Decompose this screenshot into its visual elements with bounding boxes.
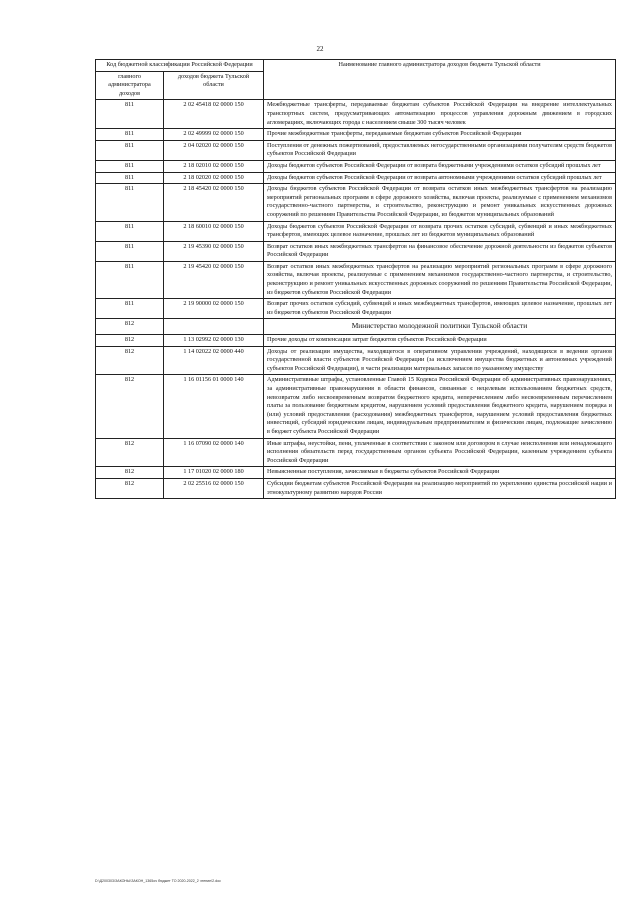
kbk-code-cell: 2 02 45418 02 0000 150 (164, 100, 264, 129)
kbk-code-cell: 2 19 90000 02 0000 150 (164, 299, 264, 319)
table-row (96, 221, 616, 241)
table-row (96, 335, 616, 347)
kbk-code-cell: 2 19 45420 02 0000 150 (164, 261, 264, 298)
table-row (96, 140, 616, 160)
admin-code-cell: 811 (96, 160, 164, 172)
kbk-header: Код бюджетной классификации Российской Федерации (96, 60, 264, 72)
table-row (96, 100, 616, 129)
revenue-name-cell: Министерство молодежной политики Тульской области (264, 319, 616, 335)
kbk-code-cell: 2 19 45390 02 0000 150 (164, 241, 264, 261)
revenue-name-cell: Доходы от реализации имущества, находящегося в оперативном управлении учреждений, находящихся в ведении органов государственной власти субъектов Российской Федерации (за исключением имущества бюджетных и автономных учреждений субъектов Российской Федерации), в части реализации материальных запасов по указанному имуществу (264, 346, 616, 375)
table-row (96, 478, 616, 498)
kbk-code-cell: 2 18 45420 02 0000 150 (164, 184, 264, 221)
name-header: Наименование главного администратора доходов бюджета Тульской области (264, 60, 616, 100)
table-row (96, 160, 616, 172)
kbk-code-cell: 1 17 01020 02 0000 180 (164, 467, 264, 479)
kbk-code-cell (164, 319, 264, 335)
table-row (96, 467, 616, 479)
kbk-code-cell: 2 02 49999 02 0000 150 (164, 129, 264, 141)
revenue-name-cell: Доходы бюджетов субъектов Российской Федерации от возврата автономными учреждениями остатков субсидий прошлых лет (264, 172, 616, 184)
table-row (96, 172, 616, 184)
kbk-code-cell: 2 18 60010 02 0000 150 (164, 221, 264, 241)
table-row (96, 129, 616, 141)
admin-code-cell: 811 (96, 241, 164, 261)
admin-code-cell: 811 (96, 100, 164, 129)
file-path-footer: D:\Д200303\ЗАКОНЫ\ЗАКОН_1365оч бюджет ТО 2020-2022_2 чтение\2.doc (95, 879, 221, 883)
admin-code-cell: 811 (96, 140, 164, 160)
revenue-name-cell: Возврат прочих остатков субсидий, субвенций и иных межбюджетных трансфертов, имеющих целевое назначение, прошлых лет из бюджетов субъектов Российской Федерации (264, 299, 616, 319)
kbk-code-cell: 1 16 07090 02 0000 140 (164, 438, 264, 467)
table-row (96, 299, 616, 319)
revenue-name-cell: Невыясненные поступления, зачисляемые в бюджеты субъектов Российской Федерации (264, 467, 616, 479)
admin-code-cell: 812 (96, 375, 164, 438)
admin-code-cell: 812 (96, 319, 164, 335)
table-header-row (96, 60, 616, 72)
kbk-code-cell: 1 16 01156 01 0000 140 (164, 375, 264, 438)
admin-code-cell: 811 (96, 129, 164, 141)
revenue-name-cell: Прочие доходы от компенсации затрат бюджетов субъектов Российской Федерации (264, 335, 616, 347)
admin-code-cell: 812 (96, 335, 164, 347)
admin-code-cell: 811 (96, 184, 164, 221)
admin-code-cell: 811 (96, 261, 164, 298)
admin-subheader: главного администратора доходов (96, 71, 164, 100)
table-row (96, 241, 616, 261)
table-row (96, 346, 616, 375)
table-row (96, 375, 616, 438)
table-row (96, 438, 616, 467)
revenue-name-cell: Прочие межбюджетные трансферты, передаваемые бюджетам субъектов Российской Федерации (264, 129, 616, 141)
revenue-name-cell: Возврат остатков иных межбюджетных трансфертов на реализацию мероприятий региональных программ в сфере дорожного хозяйства, включая проекты, реализуемые с применением механизмов государственно-частного партнерства, и строительство, реконструкцию и ремонт уникальных искусственных дорожных сооружений по решениям Правительства Российской Федерации, из бюджетов субъектов Российской Федерации (264, 261, 616, 298)
table-row (96, 261, 616, 298)
kbk-code-cell: 1 14 02022 02 0000 440 (164, 346, 264, 375)
revenue-name-cell: Субсидии бюджетам субъектов Российской Федерации на реализацию мероприятий по укреплению единства российской нации и этнокультурному развитию народов России (264, 478, 616, 498)
admin-code-cell: 811 (96, 172, 164, 184)
revenue-name-cell: Доходы бюджетов субъектов Российской Федерации от возврата прочих остатков субсидий, субвенций и иных межбюджетных трансфертов, имеющих целевое назначение, прошлых лет из бюджетов муниципальных образований (264, 221, 616, 241)
page-number: 22 (316, 45, 324, 53)
table-row (96, 184, 616, 221)
admin-code-cell: 811 (96, 221, 164, 241)
revenue-name-cell: Доходы бюджетов субъектов Российской Федерации от возврата остатков иных межбюджетных трансфертов на реализацию мероприятий региональных программ в сфере дорожного хозяйства, включая проекты, реализуемые с применением механизмов государственно-частного партнерства, и строительство, реконструкцию и ремонт уникальных искусственных дорожных сооружений по решениям Правительства Российской Федерации, из бюджетов муниципальных образований (264, 184, 616, 221)
revenue-name-cell: Поступления от денежных пожертвований, предоставляемых негосударственными организациями получателям средств бюджетов субъектов Российской Федерации (264, 140, 616, 160)
revenue-name-cell: Доходы бюджетов субъектов Российской Федерации от возврата бюджетными учреждениями остатков субсидий прошлых лет (264, 160, 616, 172)
table-body (96, 100, 616, 499)
kbk-code-cell: 2 04 02020 02 0000 150 (164, 140, 264, 160)
table-row (96, 319, 616, 335)
kbk-code-cell: 2 18 02010 02 0000 150 (164, 160, 264, 172)
revenue-name-cell: Межбюджетные трансферты, передаваемые бюджетам субъектов Российской Федерации на внедрение интеллектуальных транспортных систем, предусматривающих автоматизацию процессов управления дорожным движением в городских агломерациях, включающих города с населением свыше 300 тысяч человек (264, 100, 616, 129)
revenue-name-cell: Иные штрафы, неустойки, пени, уплаченные в соответствии с законом или договором в случае неисполнения или ненадлежащего исполнения обязательств перед государственным органом субъекта Российской Федерации, казенным учреждением субъекта Российской Федерации (264, 438, 616, 467)
admin-code-cell: 811 (96, 299, 164, 319)
revenue-name-cell: Возврат остатков иных межбюджетных трансфертов на финансовое обеспечение дорожной деятельности из бюджетов субъектов Российской Федерации (264, 241, 616, 261)
admin-code-cell: 812 (96, 467, 164, 479)
admin-code-cell: 812 (96, 478, 164, 498)
revenue-subheader: доходов бюджета Тульской области (164, 71, 264, 100)
admin-code-cell: 812 (96, 438, 164, 467)
kbk-code-cell: 1 13 02992 02 0000 130 (164, 335, 264, 347)
kbk-code-cell: 2 02 25516 02 0000 150 (164, 478, 264, 498)
revenue-name-cell: Административные штрафы, установленные Главой 15 Кодекса Российской Федерации об административных правонарушениях, за административные правонарушения в области финансов, связанные с нецелевым использованием бюджетных средств, невозвратом либо несвоевременным возвратом бюджетного кредита, неперечислением либо несвоевременным перечислением платы за пользование бюджетным кредитом, нарушением условий предоставления бюджетного кредита, нарушением порядка и (или) условий предоставления (расходования) межбюджетных трансфертов, нарушением условий предоставления бюджетных инвестиций, субсидий юридическим лицам, индивидуальным предпринимателям и физическим лицам, подлежащие зачислению в бюджет субъекта Российской Федерации (264, 375, 616, 438)
revenue-administrators-table (95, 59, 616, 499)
kbk-code-cell: 2 18 02020 02 0000 150 (164, 172, 264, 184)
admin-code-cell: 812 (96, 346, 164, 375)
